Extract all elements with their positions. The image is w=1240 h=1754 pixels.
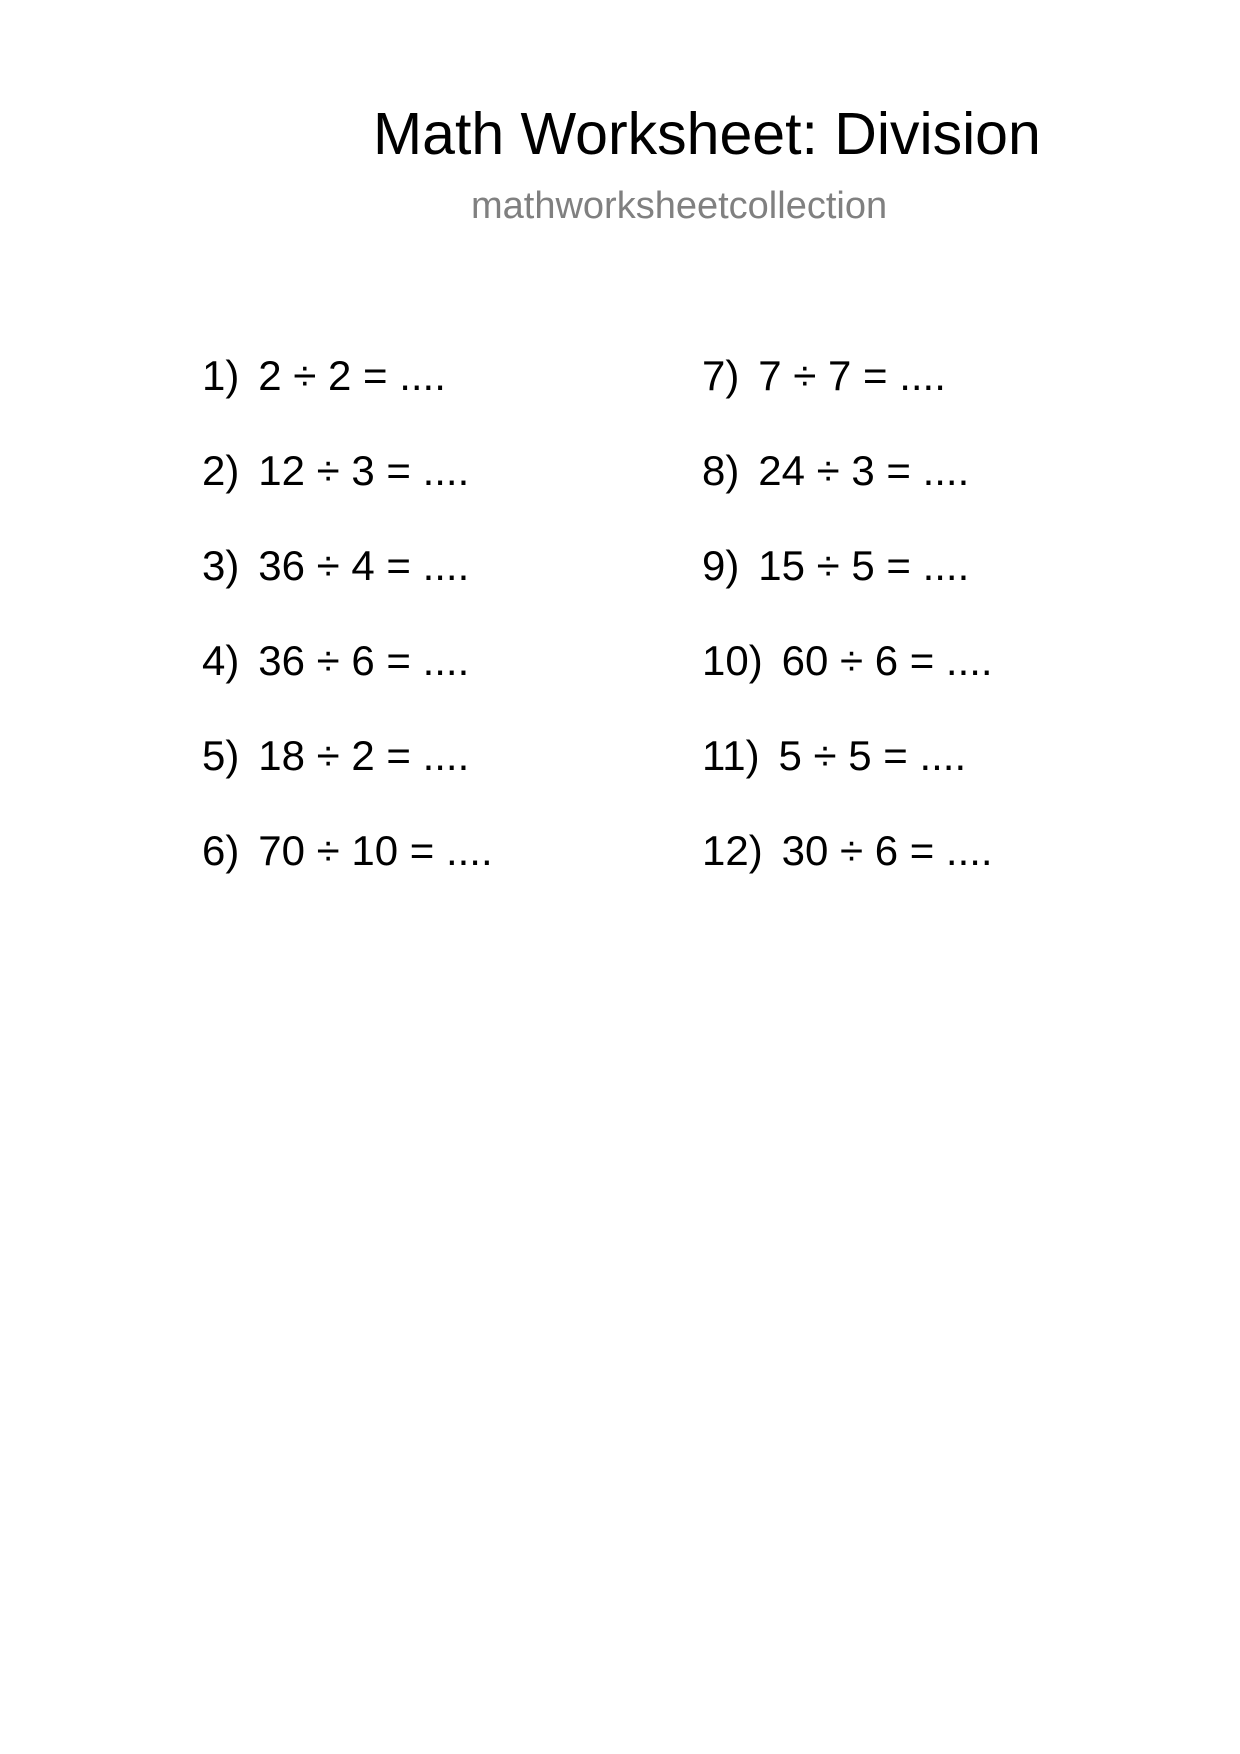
problem-item [202,350,493,445]
problem-expression: 15 ÷ 5 = .... [758,542,970,589]
problem-expression: 36 ÷ 6 = .... [258,637,470,684]
problem-number: 1) [202,352,240,399]
problem-number: 7) [702,352,740,399]
problem-expression: 30 ÷ 6 = .... [781,827,993,874]
problem-expression: 70 ÷ 10 = .... [258,827,493,874]
worksheet-title: Math Worksheet: Division [373,101,1041,167]
problem-expression: 12 ÷ 3 = .... [258,447,470,494]
worksheet-subtitle: mathworksheetcollection [471,185,888,227]
problem-column-right [702,350,993,920]
problem-number: 8) [702,447,740,494]
problem-expression: 24 ÷ 3 = .... [758,447,970,494]
problem-item [202,825,493,920]
problem-item [702,445,993,540]
problem-item [202,730,493,825]
problem-item [702,540,993,635]
problem-item [702,350,993,445]
problem-expression: 5 ÷ 5 = .... [778,732,967,779]
problem-item [702,825,993,920]
problem-number: 6) [202,827,240,874]
problem-expression: 36 ÷ 4 = .... [258,542,470,589]
problem-expression: 60 ÷ 6 = .... [781,637,993,684]
problem-item [702,730,993,825]
problem-number: 4) [202,637,240,684]
problem-item [202,635,493,730]
problem-number: 5) [202,732,240,779]
problem-item [202,540,493,635]
problem-expression: 18 ÷ 2 = .... [258,732,470,779]
problem-number: 9) [702,542,740,589]
problem-column-left [202,350,493,920]
problem-number: 2) [202,447,240,494]
problem-number: 10) [702,637,763,684]
problem-item [202,445,493,540]
problem-number: 3) [202,542,240,589]
problem-number: 12) [702,827,763,874]
problem-expression: 2 ÷ 2 = .... [258,352,446,399]
problem-number: 11) [702,732,760,779]
problem-expression: 7 ÷ 7 = .... [758,352,946,399]
problem-item [702,635,993,730]
